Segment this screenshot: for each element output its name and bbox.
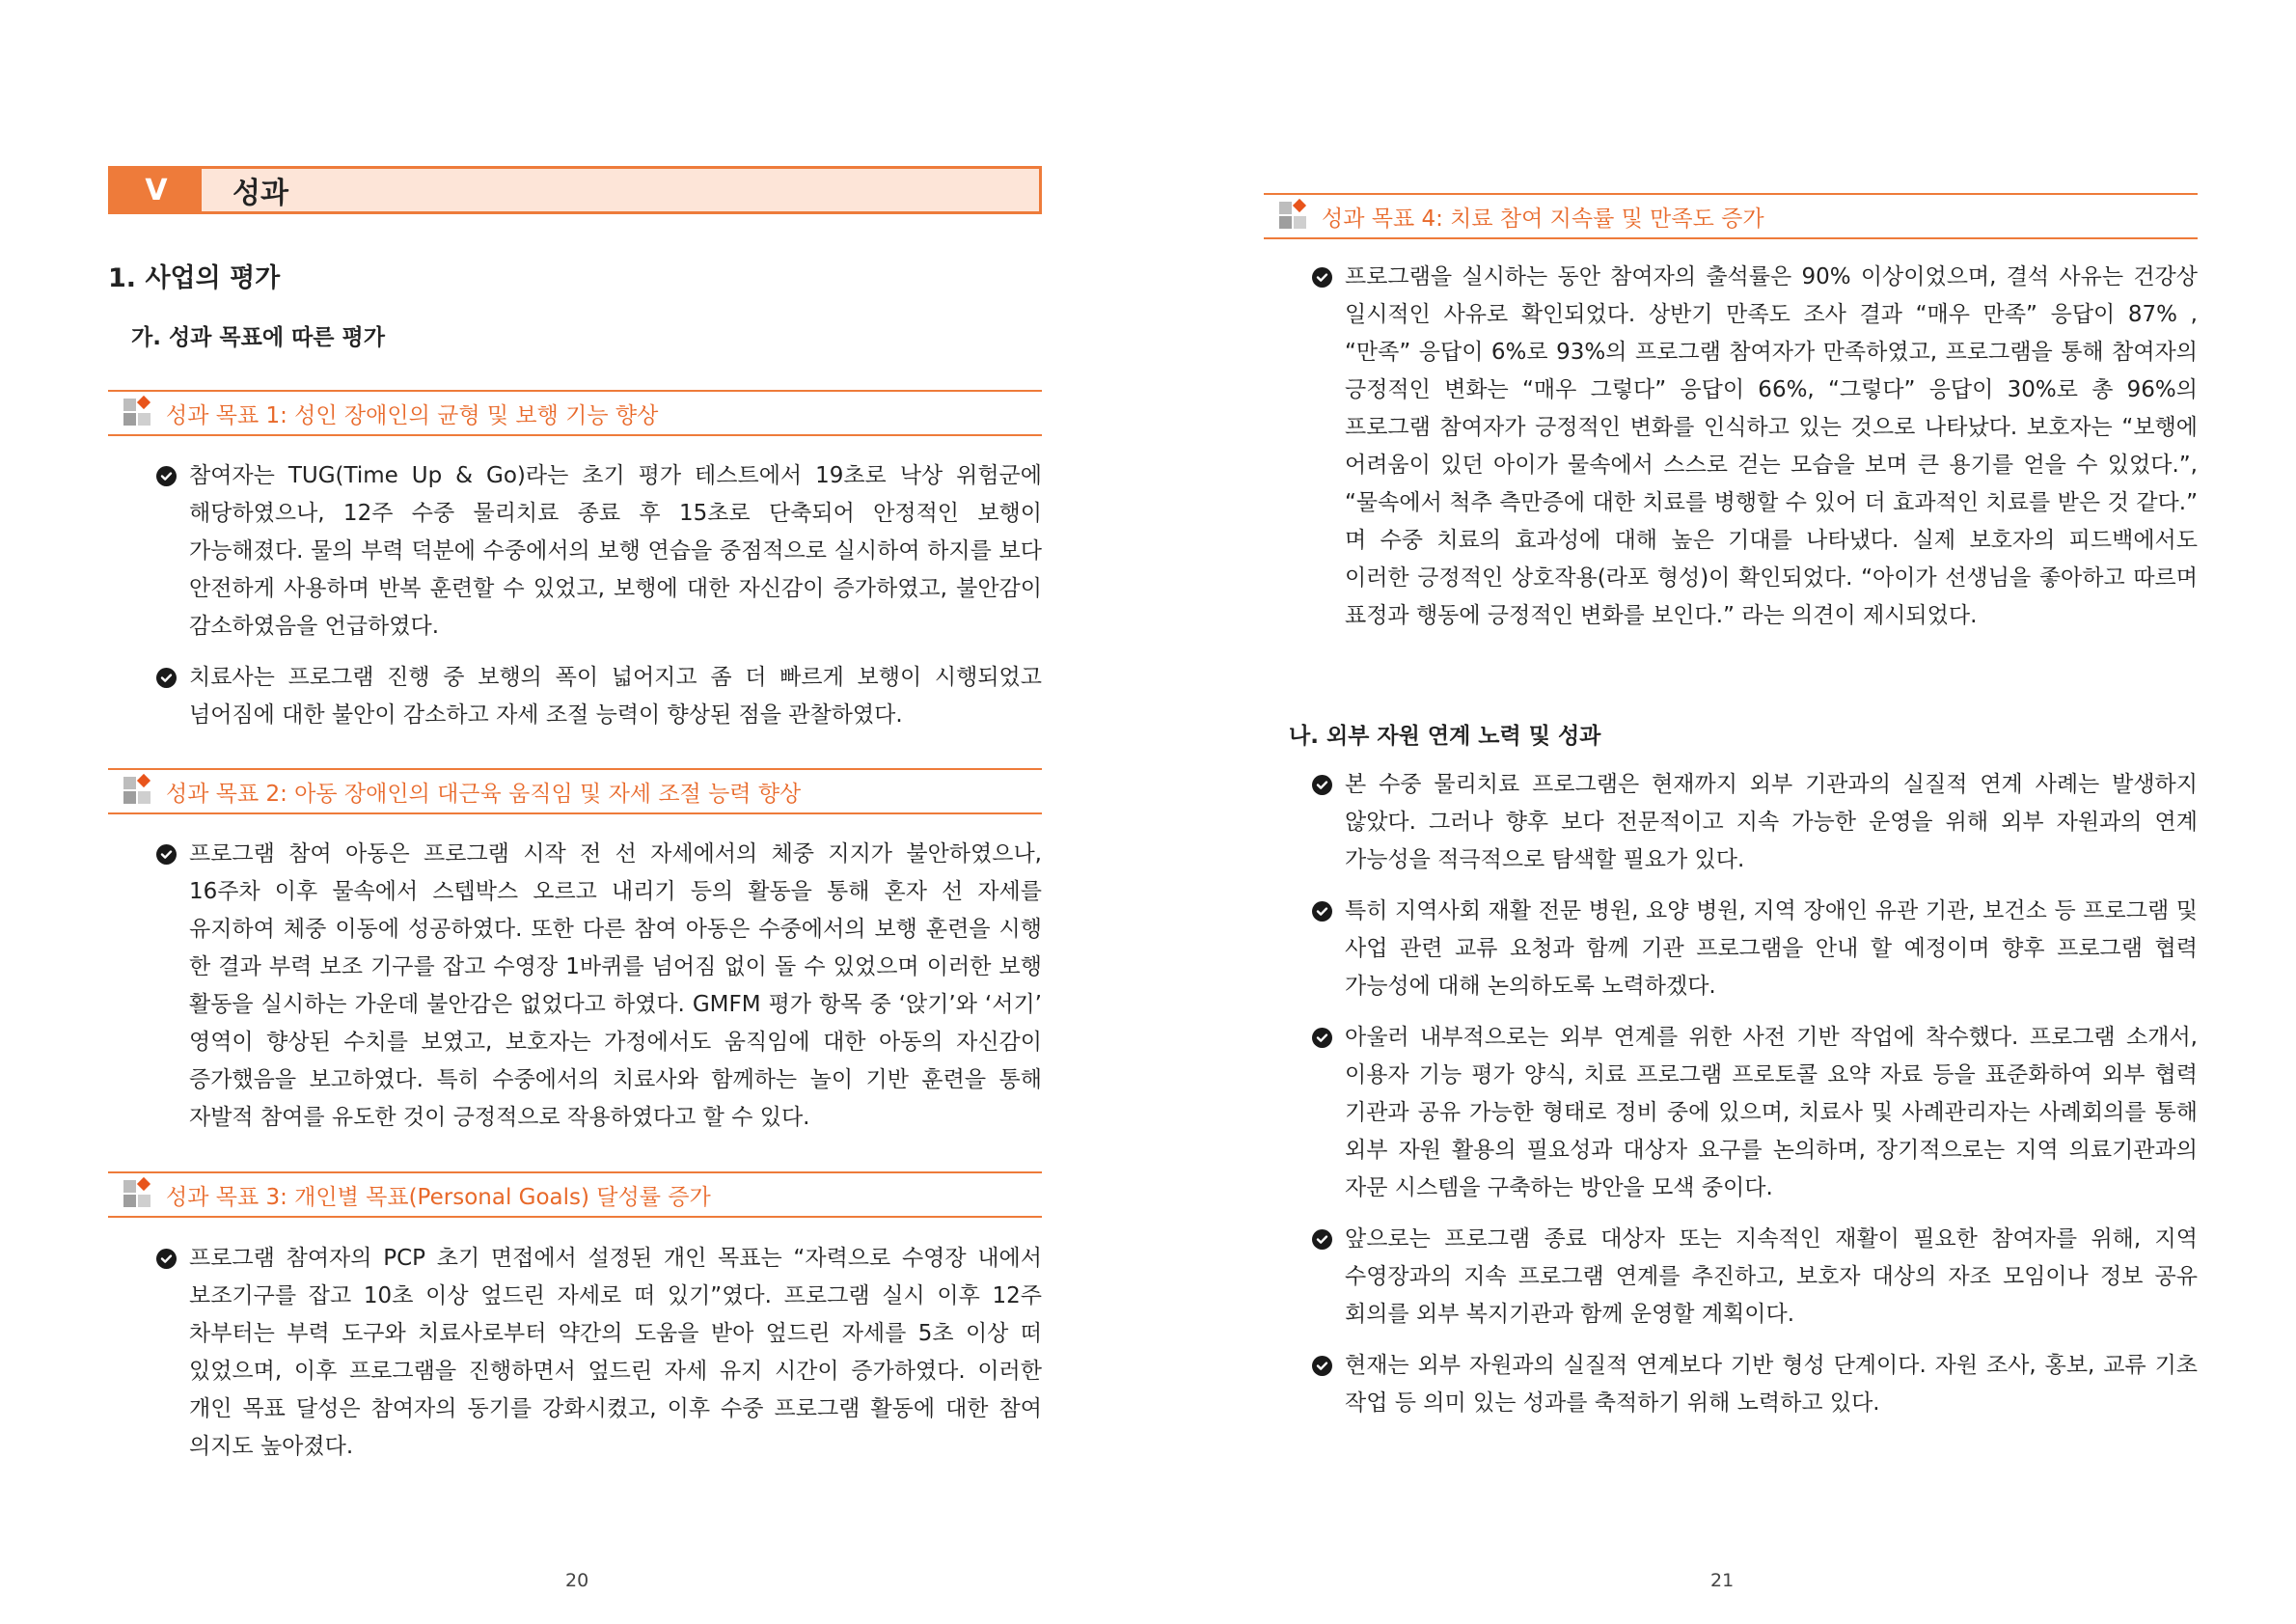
list-item [1312,1221,2198,1334]
goal-3-bullets [156,1240,1042,1479]
chapter-header [108,166,1042,214]
bullet-text: 앞으로는 프로그램 종료 대상자 또는 지속적인 재활이 필요한 참여자를 위해, 지역 수영장과의 지속 프로그램 연계를 추진하고, 보호자 대상의 자조 모임이나 정보 공유 회의를 외부 복지기관과 함께 운영할 계획이다. [1345,1226,2198,1327]
bullet-text: 프로그램을 실시하는 동안 참여자의 출석률은 90% 이상이었으며, 결석 사유는 건강상 일시적인 사유로 확인되었다. 상반기 만족도 조사 결과 “매우 만족” 응답이 87% , “만족” 응답이 6%로 93%의 프로그램 참여자가 만족하였고, 프로그램을 통해 참여자의 긍정적인 변화는 “매우 그렇다” 응답이 66%, “그렇다” 응답이 30%로 총 96%의 프로그램 참여자가 긍정적인 변화를 인식하고 있는 것으로 나타났다. 보호자는 “보행에 어려움이 있던 아이가 물속에서 스스로 걷는 모습을 보며 큰 용기를 얻을 수 있었다.”, “물속에서 척추 측만증에 대한 치료를 병행할 수 있어 더 효과적인 치료를 받은 것 같다.” 며 수중 치료의 효과성에 대해 높은 기대를 나타냈다. 실제 보호자의 피드백에서도 이러한 긍정적인 상호작용(라포 형성)이 확인되었다. “아이가 선생님을 좋아하고 따르며 표정과 행동에 긍정적인 변화를 보인다.” 라는 의견이 제시되었다. [1345,264,2198,628]
page-number: 20 [565,1570,589,1591]
goal-3-header [108,1171,1042,1218]
check-circle-icon [1312,901,1332,922]
goal-4-bullets [1312,259,2198,648]
list-item [1312,893,2198,1005]
goal-1-label: 성과 목표 1: 성인 장애인의 균형 및 보행 기능 향상 [166,402,659,428]
goal-2-label: 성과 목표 2: 아동 장애인의 대근육 움직임 및 자세 조절 능력 향상 [166,781,802,807]
check-circle-icon [1312,775,1332,795]
bullet-text: 프로그램 참여 아동은 프로그램 시작 전 선 자세에서의 체중 지지가 불안하였으나, 16주차 이후 물속에서 스텝박스 오르고 내리기 등의 활동을 통해 혼자 선 자세를 유지하여 체중 이동에 성공하였다. 또한 다른 참여 아동은 수중에서의 보행 훈련을 시행 한 결과 부력 보조 기구를 잡고 수영장 1바퀴를 넘어짐 없이 돌 수 있었으며 이러한 보행 활동을 실시하는 가운데 불안감은 없었다고 하였다. GMFM 평가 항목 중 ‘앉기’와 ‘서기’ 영역이 향상된 수치를 보였고, 보호자는 가정에서도 움직임에 대한 아동의 자신감이 증가했음을 보고하였다. 특히 수중에서의 치료사와 함께하는 놀이 기반 훈련을 통해 자발적 참여를 유도한 것이 긍정적으로 작용하였다고 할 수 있다. [189,841,1042,1130]
goal-4-header [1264,193,2198,239]
list-item [156,836,1042,1137]
goal-marker-icon [123,777,152,806]
goal-marker-icon [123,399,152,427]
chapter-title: 성과 [232,177,288,210]
bullet-text: 아울러 내부적으로는 외부 연계를 위한 사전 기반 작업에 착수했다. 프로그램 소개서, 이용자 기능 평가 양식, 치료 프로그램 프로토콜 요약 자료 등을 표준화하여 외부 협력 기관과 공유 가능한 형태로 정비 중에 있으며, 치료사 및 사례관리자는 사례회의를 통해 외부 자원 활용의 필요성과 대상자 요구를 논의하며, 장기적으로는 지역 의료기관과의 자문 시스템을 구축하는 방안을 모색 중이다. [1345,1025,2198,1200]
check-circle-icon [1312,1356,1332,1376]
bullet-text: 치료사는 프로그램 진행 중 보행의 폭이 넓어지고 좀 더 빠르게 보행이 시행되었고 넘어짐에 대한 불안이 감소하고 자세 조절 능력이 향상된 점을 관찰하였다. [189,665,1042,728]
section-title: 1. 사업의 평가 [108,263,281,293]
goal-1-bullets [156,457,1042,748]
list-item [156,659,1042,734]
right-page [1148,0,2296,1624]
list-item [156,1240,1042,1466]
check-circle-icon [156,466,177,486]
goal-marker-icon [123,1180,152,1209]
goal-3-label: 성과 목표 3: 개인별 목표(Personal Goals) 달성률 증가 [166,1184,711,1210]
bullet-text: 현재는 외부 자원과의 실질적 연계보다 기반 형성 단계이다. 자원 조사, 홍보, 교류 기초 작업 등 의미 있는 성과를 축적하기 위해 노력하고 있다. [1345,1353,2198,1416]
bullet-text: 참여자는 TUG(Time Up & Go)라는 초기 평가 테스트에서 19초로 낙상 위험군에 해당하였으나, 12주 수중 물리치료 종료 후 15초로 단축되어 안정적인 보행이 가능해졌다. 물의 부력 덕분에 수중에서의 보행 연습을 중점적으로 실시하여 하지를 보다 안전하게 사용하며 반복 훈련할 수 있었고, 보행에 대한 자신감이 증가하였고, 불안감이 감소하였음을 언급하였다. [189,463,1042,639]
check-circle-icon [156,668,177,688]
page-number: 21 [1710,1570,1735,1591]
check-circle-icon [1312,1028,1332,1048]
chapter-number: V [111,169,202,211]
list-item [1312,259,2198,635]
list-item [156,457,1042,646]
subsection-title: 가. 성과 목표에 따른 평가 [131,325,385,350]
subsection-title: 나. 외부 자원 연계 노력 및 성과 [1289,724,1601,749]
list-item [1312,766,2198,879]
list-item [1312,1347,2198,1422]
external-resource-bullets [1312,766,2198,1436]
list-item [1312,1019,2198,1207]
bullet-text: 프로그램 참여자의 PCP 초기 면접에서 설정된 개인 목표는 “자력으로 수영장 내에서 보조기구를 잡고 10초 이상 엎드린 자세로 떠 있기”였다. 프로그램 실시 이후 12주 차부터는 부력 도구와 치료사로부터 약간의 도움을 받아 엎드린 자세를 5초 이상 떠 있었으며, 이후 프로그램을 진행하면서 엎드린 자세 유지 시간이 증가하였다. 이러한 개인 목표 달성은 참여자의 동기를 강화시켰고, 이후 수중 프로그램 활동에 대한 참여 의지도 높아졌다. [189,1246,1042,1459]
bullet-text: 특히 지역사회 재활 전문 병원, 요양 병원, 지역 장애인 유관 기관, 보건소 등 프로그램 및 사업 관련 교류 요청과 함께 기관 프로그램을 안내 할 예정이며 향후 프로그램 협력 가능성에 대해 논의하도록 노력하겠다. [1345,898,2198,999]
goal-2-bullets [156,836,1042,1150]
check-circle-icon [156,1249,177,1269]
check-circle-icon [156,844,177,865]
bullet-text: 본 수중 물리치료 프로그램은 현재까지 외부 기관과의 실질적 연계 사례는 발생하지 않았다. 그러나 향후 보다 전문적이고 지속 가능한 운영을 위해 외부 자원과의 연계 가능성을 적극적으로 탐색할 필요가 있다. [1345,772,2198,872]
check-circle-icon [1312,267,1332,288]
goal-4-label: 성과 목표 4: 치료 참여 지속률 및 만족도 증가 [1322,206,1764,232]
goal-2-header [108,768,1042,814]
goal-marker-icon [1279,202,1308,231]
check-circle-icon [1312,1229,1332,1250]
goal-1-header [108,390,1042,436]
